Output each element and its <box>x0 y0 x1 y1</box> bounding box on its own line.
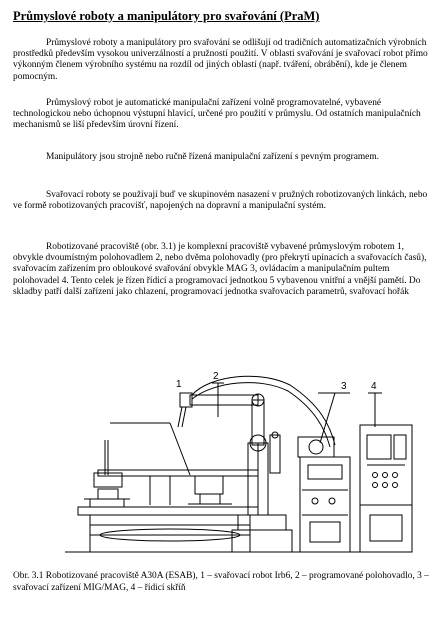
figure-label-4: 4 <box>371 381 377 392</box>
paragraph-4: Svařovací roboty se používají buď ve skupinovém nasazení v pružných robotizovaných linkách, nebo ve formě robotizovaných pracovišť, napojených na dopravní a manipulační systém. <box>13 190 428 212</box>
document-title: Průmyslové roboty a manipulátory pro svařování (PraM) <box>13 9 320 23</box>
figure-label-2: 2 <box>213 371 219 382</box>
paragraph-3: Manipulátory jsou strojně nebo ručně řízená manipulační zařízení s pevným programem. <box>46 152 379 162</box>
figure-caption: Obr. 3.1 Robotizované pracoviště A30A (ESAB), 1 – svařovací robot Irb6, 2 – programované polohovadlo, 3 – svařovací zařízení MIG/MAG, 4 – řídicí skříň <box>13 571 429 593</box>
figure-label-1: 1 <box>176 379 182 390</box>
control-cabinet-drawing <box>360 425 412 552</box>
positioner-drawing <box>78 440 258 552</box>
welding-source-drawing <box>298 437 350 552</box>
robot-drawing <box>178 376 335 552</box>
robot-workstation-figure <box>20 365 430 565</box>
paragraph-5: Robotizované pracoviště (obr. 3.1) je komplexní pracoviště vybavené průmyslovým robotem 1, obvykle dvoumístným polohovadlem 2, nebo dvěma polohovadly (pro překrytí upínacích a svařovacích časů), svařovacím zařízením pro obloukové svařování obvykle MAG 3, ovládacím a manipulačním pultem polohovadel 4. Tento celek je řízen řídicí a programovací jednotkou 5 vybavenou vnitřní a vnější pamětí. Do skladby patří další zařízení jako chlazení, programovací jednotka svařovacích parametrů, svařovací hořák <box>13 242 427 297</box>
paragraph-1: Průmyslové roboty a manipulátory pro svařování se odlišují od tradičních automatizačních výrobních prostředků především vysokou univerzálností a pružností použití. V oblasti svařování je svařovací robot přímo výkonným členem výrobního systému na rozdíl od jiných oblastí (např. tváření, obrábění), kde je členem pomocným. <box>13 38 428 82</box>
paragraph-2: Průmyslový robot je automatické manipulační zařízení volně programovatelné, vybavené technologickou nebo úchopnou výstupní hlavicí, určené pro použití v průmyslu. Od ostatních manipulačních mechanismů se liší především úrovní řízení. <box>13 98 421 131</box>
figure-label-3: 3 <box>341 381 347 392</box>
